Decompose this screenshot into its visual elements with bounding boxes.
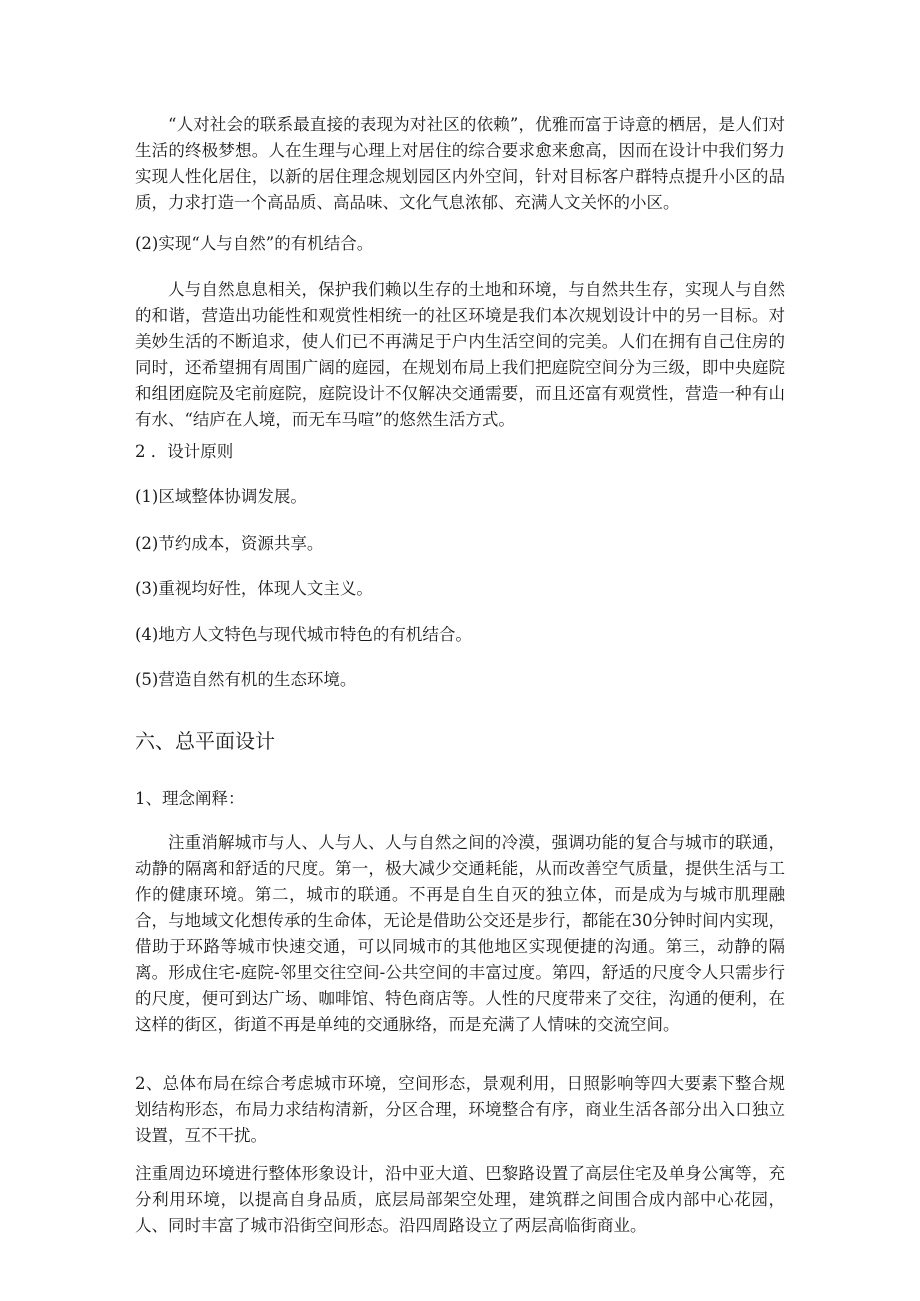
design-principles-heading: 2 ．设计原则	[135, 442, 234, 461]
principle-1: (1)区域整体协调发展。	[135, 487, 307, 506]
principle-4: (4)地方人文特色与现代城市特色的有机结合。	[135, 625, 472, 644]
intro-paragraph: “人对社会的联系最直接的表现为对社区的依赖”，优雅而富于诗意的栖居，是人们对生活的终极梦想。人在生理与心理上对居住的综合要求愈来愈高，因而在设计中我们努力实现人性化居住，以新的居住理念规划园区内外空间，针对目标客户群特点提升小区的品质，力求打造一个高品质、高品味、文化气息浓郁、充满人文关怀的小区。	[135, 115, 785, 212]
section-six-title: 六、总平面设计	[135, 729, 275, 753]
concept-paragraph: 注重消解城市与人、人与人、人与自然之间的冷漠，强调功能的复合与城市的联通，动静的隔离和舒适的尺度。第一，极大减少交通耗能，从而改善空气质量，提供生活与工作的健康环境。第二，城市的联通。不再是自生自灭的独立体，而是成为与城市肌理融合，与地域文化想传承的生命体，无论是借助公交还是步行，都能在30分钟时间内实现，借助于环路等城市快速交通，可以同城市的其他地区实现便捷的沟通。第三，动静的隔离。形成住宅-庭院-邻里交往空间-公共空间的丰富过度。第四，舒适的尺度令人只需步行的尺度，便可到达广场、咖啡馆、特色商店等。人性的尺度带来了交往，沟通的便利，在这样的街区，街道不再是单纯的交通脉络，而是充满了人情味的交流空间。	[135, 833, 785, 1034]
surroundings-paragraph: 注重周边环境进行整体形象设计，沿中亚大道、巴黎路设置了高层住宅及单身公寓等，充分利用环境，以提高自身品质，底层局部架空处理，建筑群之间围合成内部中心花园，人、同时丰富了城市沿街空间形态。沿四周路设立了两层高临街商业。	[135, 1164, 785, 1235]
nature-paragraph: 人与自然息息相关，保护我们赖以生存的土地和环境，与自然共生存，实现人与自然的和谐，营造出功能性和观赏性相统一的社区环境是我们本次规划设计中的另一目标。对美妙生活的不断追求，使人们已不再满足于户内生活空间的完美。人们在拥有自己住房的同时，还希望拥有周围广阔的庭园，在规划布局上我们把庭院空间分为三级，即中央庭院和组团庭院及宅前庭院，庭院设计不仅解决交通需要，而且还富有观赏性，营造一种有山有水、“结庐在人境，而无车马喧”的悠然生活方式。	[135, 280, 785, 429]
principle-2: (2)节约成本，资源共享。	[135, 534, 324, 553]
principle-5: (5)营造自然有机的生态环境。	[135, 670, 357, 689]
concept-heading: 1、理念阐释：	[135, 789, 245, 808]
layout-paragraph: 2、总体布局在综合考虑城市环境，空间形态，景观利用，日照影响等四大要素下整合规划结构形态，布局力求结构清新，分区合理，环境整合有序，商业生活各部分出入口独立设置，互不干扰。	[135, 1074, 785, 1145]
principle-3: (3)重视均好性，体现人文主义。	[135, 579, 373, 598]
item-2-heading: (2)实现“人与自然”的有机结合。	[135, 234, 374, 253]
